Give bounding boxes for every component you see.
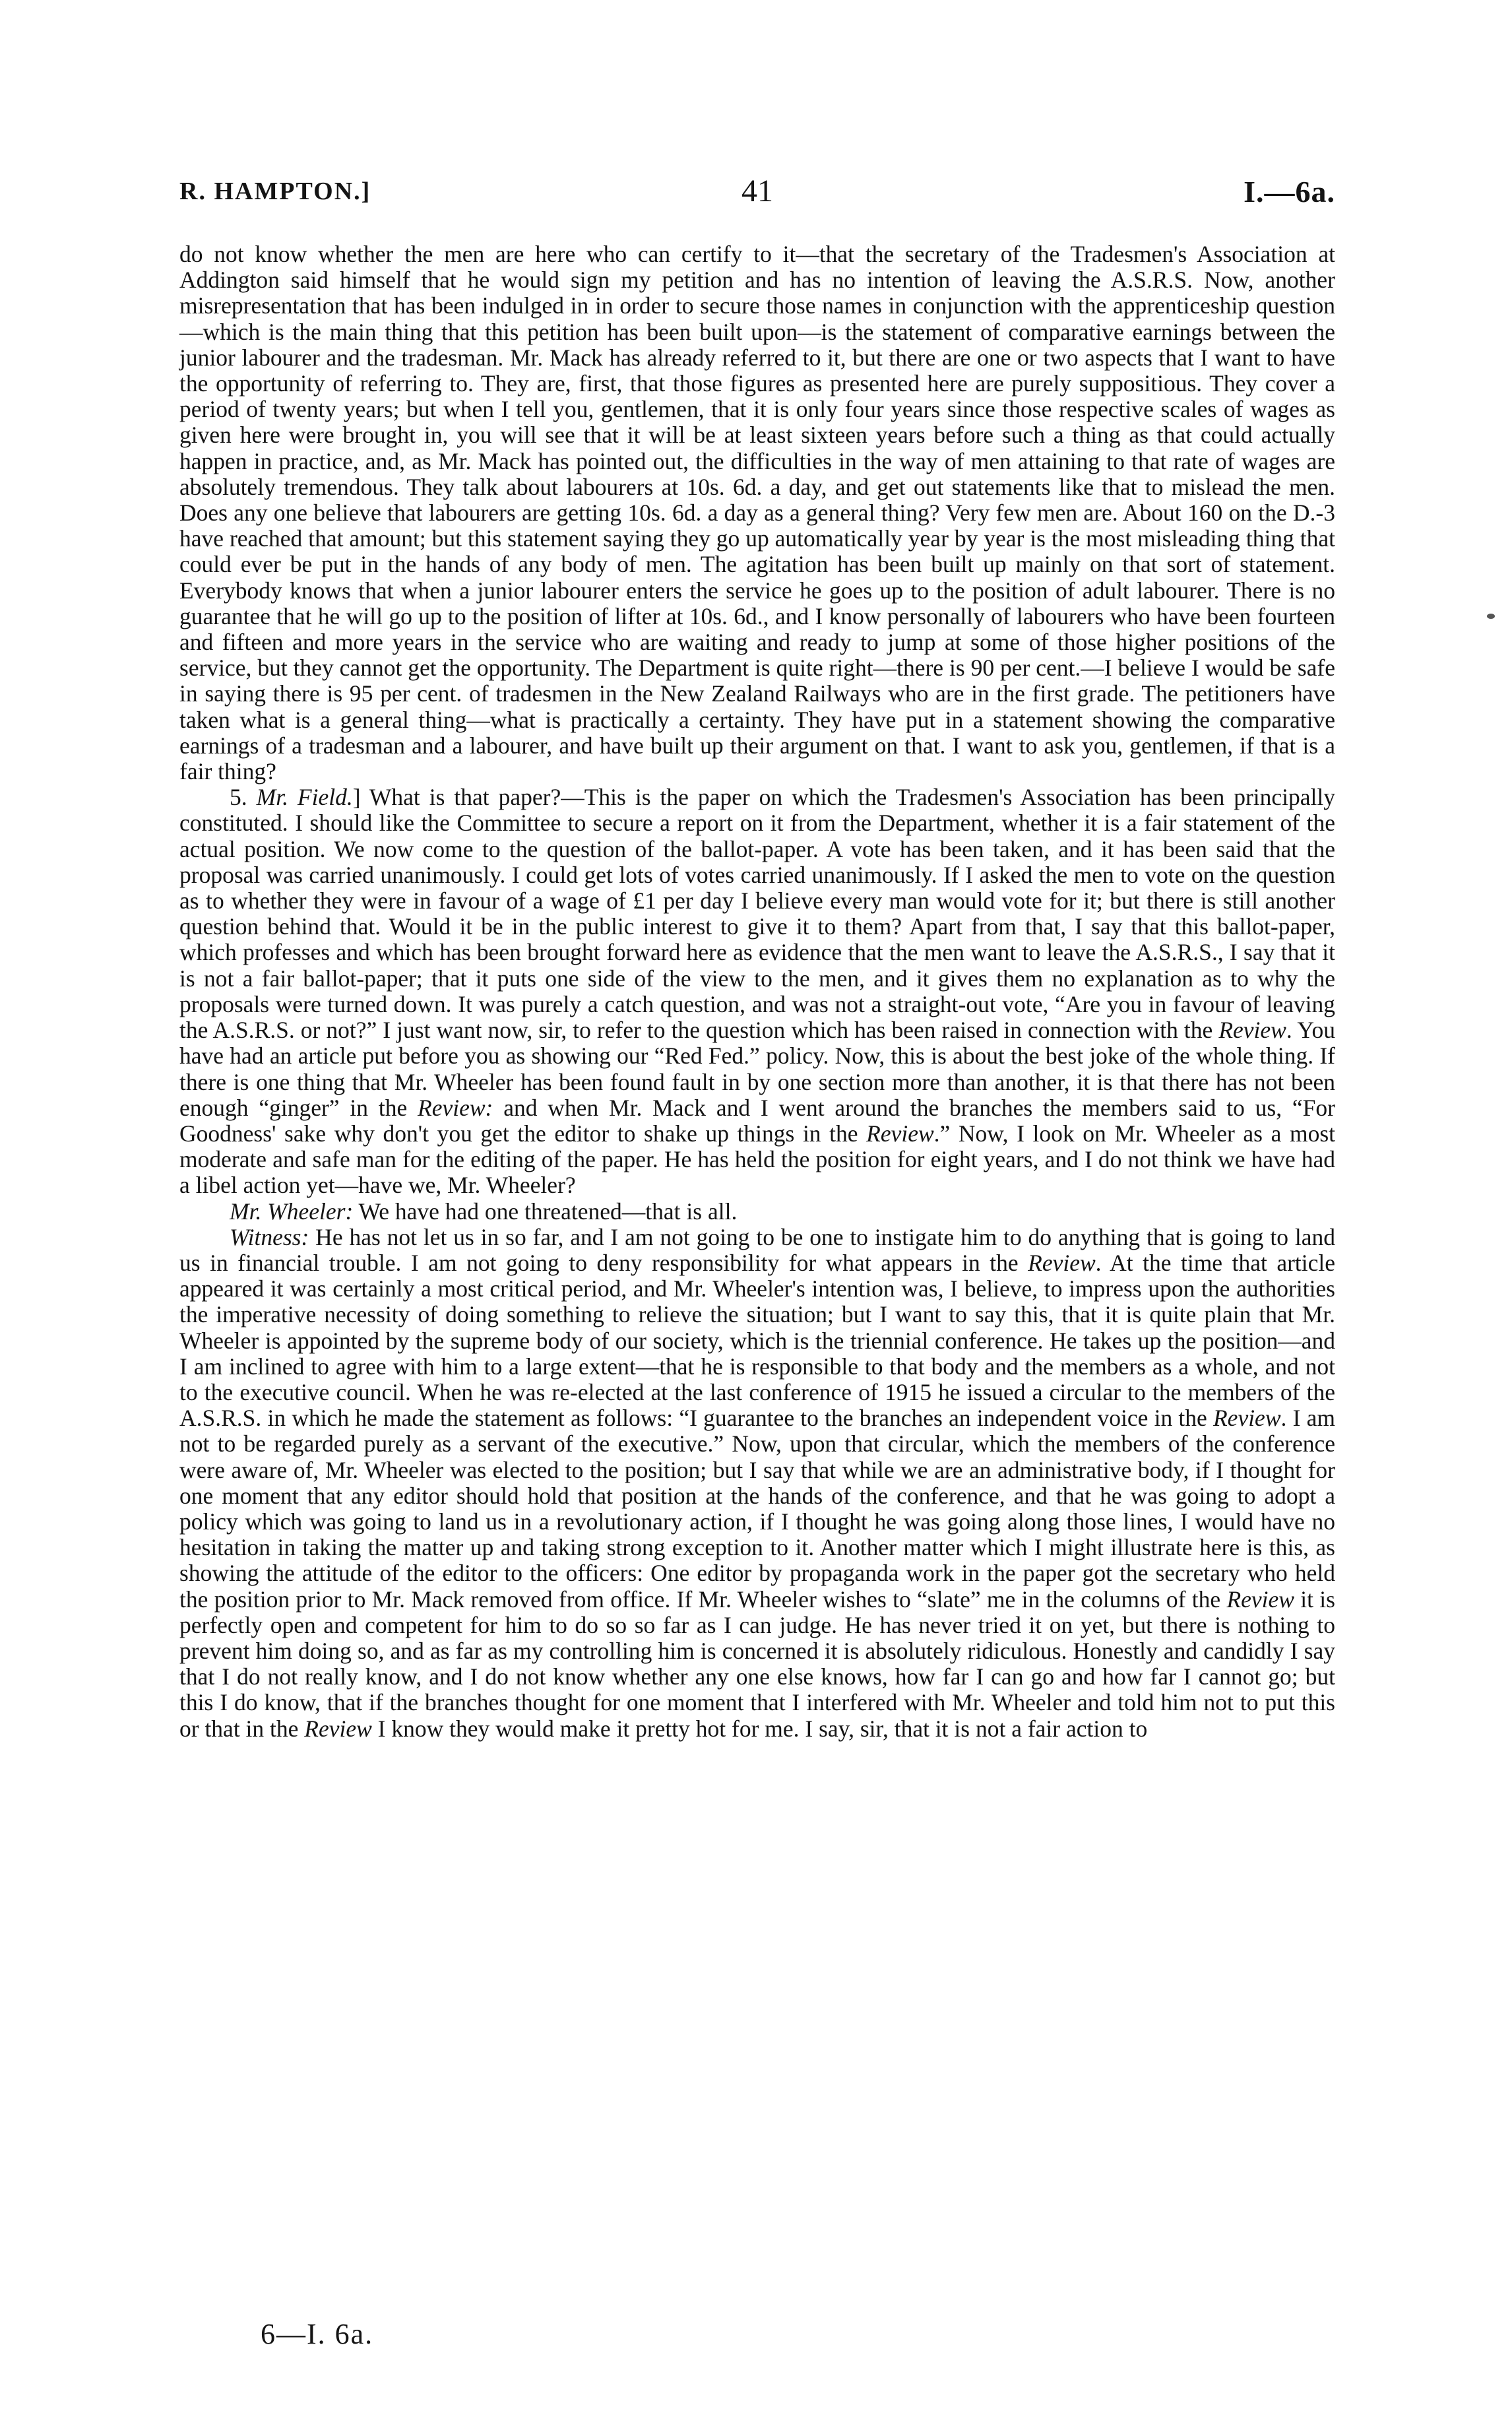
text-run: 5. bbox=[230, 784, 257, 811]
witness-name-header: R. HAMPTON.] bbox=[179, 177, 371, 205]
text-run: He has not let us in so far, and I am not going to be one to instigate him to do anything that is going to land us in financial trouble. I am not going to deny responsibility for what appears in the bbox=[179, 1223, 1335, 1276]
publication-title: Review bbox=[866, 1120, 934, 1147]
publication-title: Review bbox=[1028, 1249, 1096, 1276]
main-text bbox=[179, 241, 1335, 1742]
paragraph bbox=[179, 241, 1335, 784]
signature-mark: 6—I. 6a. bbox=[261, 2318, 374, 2350]
text-run: We have had one threatened—that is all. bbox=[353, 1198, 738, 1225]
text-run: . You have had an article put before you as showing our “Red Fed.” policy. Now, this is about the best joke of the whole thing. If there is one thing that Mr. Wheeler has been found fault in by one section more than another, it is that there has not been enough “ginger” in the bbox=[179, 1017, 1335, 1121]
speaker-name: Mr. Wheeler: bbox=[230, 1198, 354, 1225]
publication-title: Review bbox=[1213, 1405, 1281, 1432]
speaker-name: Witness: bbox=[230, 1223, 309, 1250]
page-header bbox=[179, 173, 1335, 212]
print-speck bbox=[1487, 614, 1495, 619]
text-run: .” Now, I look on Mr. Wheeler as a most moderate and safe man for the editing of the paper. He has held the position for eight years, and I do not think we have had a libel action yet—have we, Mr. Wheeler? bbox=[179, 1120, 1335, 1199]
publication-title: Review bbox=[1226, 1585, 1294, 1613]
text-run: and when Mr. Mack and I went around the branches the members said to us, “For Goodness' sake why don't you get the editor to shake up things in the bbox=[179, 1094, 1336, 1147]
text-run: I know they would make it pretty hot for me. I say, sir, that it is not a fair action to bbox=[371, 1715, 1148, 1742]
paragraph bbox=[179, 1225, 1335, 1742]
publication-title: Review: bbox=[418, 1094, 493, 1121]
paragraph bbox=[179, 784, 1335, 1198]
text-run: do not know whether the men are here who can certify to it—that the secretary of the Tradesmen's Association at Addington said himself that he would sign my petition and has no intention of leaving the A.S.R.S. Now, another misrepresentation that has been indulged in in order to secure those names in conjunction with the apprenticeship question—which is the main thing that this petition has been built upon—is the statement of comparative earnings between the junior labourer and the tradesman. Mr. Mack has already referred to it, but there are one or two aspects that I want to have the opportunity of referring to. They are, first, that those figures as presented here are purely suppositious. They cover a period of twenty years; but when I tell you, gentlemen, that it is only four years since those respective scales of wages as given here were brought in, you will see that it will be at least sixteen years before such a thing as that could actually happen in practice, and, as Mr. Mack has pointed out, the difficulties in the way of men attaining to that rate of wages are absolutely tremendous. They talk about labourers at 10s. 6d. a day, and get out statements like that to mislead the men. Does any one believe that labourers are getting 10s. 6d. a day as a general thing? Very few men are. About 160 on the D.-3 have reached that amount; but this statement saying they go up automatically year by year is the most misleading thing that could ever be put in the hands of any body of men. The agitation has been built up mainly on that sort of statement. Everybody knows that when a junior labourer enters the service he goes up to the position of adult labourer. There is no guarantee that he will go up to the position of lifter at 10s. 6d., and I know personally of labourers who have been fourteen and fifteen and more years in the service who are waiting and ready to jump at some of those higher positions of the service, but they cannot get the opportunity. The Department is quite right—there is 90 per cent.—I believe I would be safe in saying there is 95 per cent. of tradesmen in the New Zealand Railways who are in the first grade. The petitioners have taken what is a general thing—what is practically a certainty. They have put in a statement showing the comparative earnings of a tradesman and a labourer, and have built up their argument on that. I want to ask you, gentlemen, if that is a fair thing? bbox=[179, 241, 1335, 785]
publication-title: Review bbox=[304, 1715, 372, 1742]
text-run: . I am not to be regarded purely as a servant of the executive.” Now, upon that circular, which the members of the conference were aware of, Mr. Wheeler was elected to the position; but I say that while we are an administrative body, if I thought for one moment that any editor should hold that position at the hands of the conference, and that he was going to adopt a policy which was going to land us in a revolutionary action, if I thought he was going along those lines, I would have no hesitation in taking the matter up and taking strong exception to it. Another matter which I might illustrate here is this, as showing the attitude of the editor to the officers: One editor by propaganda work in the paper got the secretary who held the position prior to Mr. Mack removed from office. If Mr. Wheeler wishes to “slate” me in the columns of the bbox=[179, 1405, 1335, 1613]
text-run: . At the time that article appeared it was certainly a most critical period, and Mr. Wheeler's intention was, I believe, to impress upon the authorities the imperative necessity of doing something to relieve the situation; but I want to say this, that it is quite plain that Mr. Wheeler is appointed by the supreme body of our society, which is the triennial conference. He takes up the position—and I am inclined to agree with him to a large extent—that he is responsible to that body and the members as a whole, and not to the executive council. When he was re-elected at the last conference of 1915 he issued a circular to the members of the A.S.R.S. in which he made the statement as follows: “I guarantee to the branches an independent voice in the bbox=[179, 1249, 1336, 1432]
paragraph bbox=[179, 1199, 1335, 1225]
text-run: it is perfectly open and competent for him to do so so far as I can judge. He has never tried it on yet, but there is nothing to prevent him doing so, and as far as my controlling him is concerned it is absolutely ridiculous. Honestly and candidly I say that I do not really know, and I do not know whether any one else knows, how far I can go and how far I cannot go; but this I do know, that if the branches thought for one moment that I interfered with Mr. Wheeler and told him not to put this or that in the bbox=[179, 1585, 1335, 1742]
page-number: 41 bbox=[741, 174, 773, 208]
speaker-name: Mr. Field. bbox=[256, 784, 353, 811]
text-run: ] What is that paper?—This is the paper on which the Tradesmen's Association has been principally constituted. I should like the Committee to secure a report on it from the Department, whether it is a fair statement of the actual position. We now come to the question of the ballot-paper. A vote has been taken, and it has been said that the proposal was carried unanimously. I could get lots of votes carried unanimously. If I asked the men to vote on the question as to whether they were in favour of a wage of £1 per day I believe every man would vote for it; but there is still another question behind that. Would it be in the public interest to give it to them? Apart from that, I say that this ballot-paper, which professes and which has been brought forward here as evidence that the men want to leave the A.S.R.S., I say that it is not a fair ballot-paper; that it puts one side of the view to the men, and it gives them no explanation as to why the proposals were turned down. It was purely a catch question, and was not a straight-out vote, “Are you in favour of leaving the A.S.R.S. or not?” I just want now, sir, to refer to the question which has been raised in connection with the bbox=[179, 784, 1336, 1044]
publication-title: Review bbox=[1218, 1017, 1286, 1044]
paper-reference: I.—6a. bbox=[1244, 175, 1335, 208]
